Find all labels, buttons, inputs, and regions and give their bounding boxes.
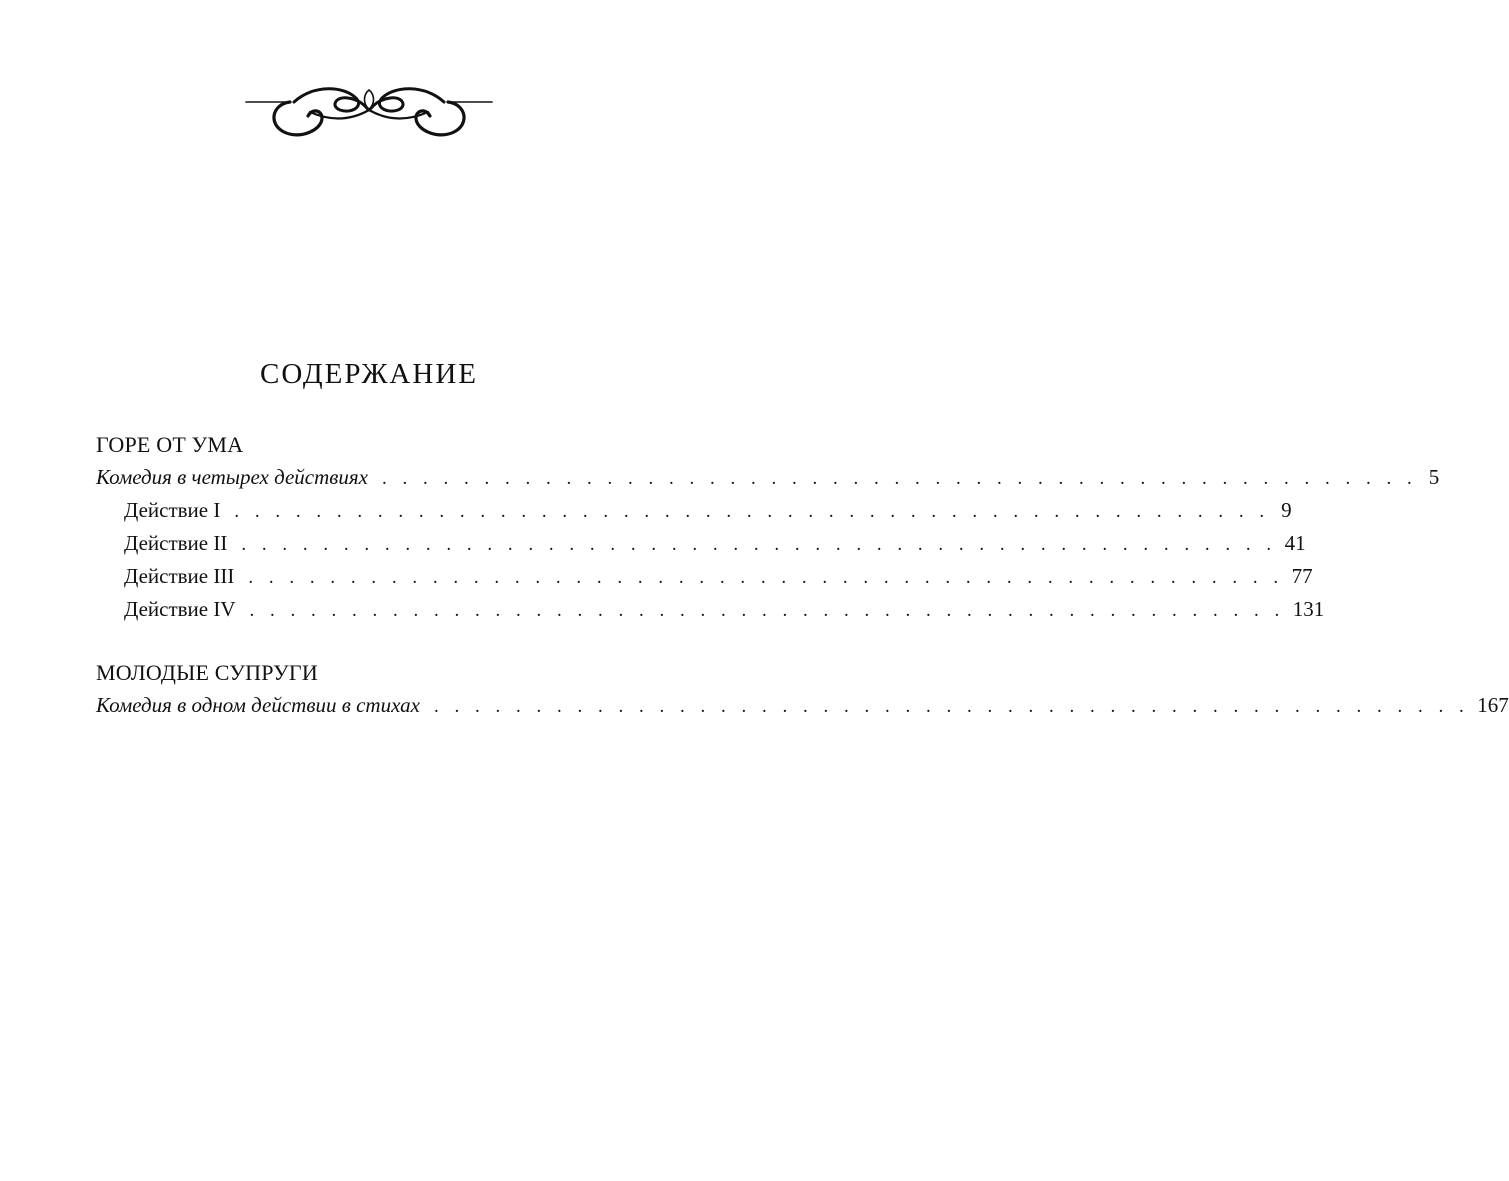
toc-entry-comedy-four-acts[interactable] xyxy=(96,461,1440,494)
page-title: СОДЕРЖАНИЕ xyxy=(260,358,478,390)
page-number: 131 xyxy=(1292,597,1325,621)
toc-section-molodye-suprugi xyxy=(96,656,1509,722)
dot-leader: . . . . . . . . . . . . . . . . . . . . . . . . . . . . . . . . . . . . . . . . . . . . . . . . . . . xyxy=(249,600,1285,621)
entry-label: Действие IV xyxy=(124,597,236,621)
toc-entry-comedy-one-act[interactable] xyxy=(96,689,1509,722)
page-number: 41 xyxy=(1284,531,1306,555)
dot-leader: . . . . . . . . . . . . . . . . . . . . . . . . . . . . . . . . . . . . . . . . . . . . . . . . . . . xyxy=(234,501,1270,522)
page-number: 9 xyxy=(1281,498,1292,522)
entry-label: Действие III xyxy=(124,564,235,588)
toc-entry-act-3[interactable] xyxy=(96,560,1313,593)
entry-label: Действие II xyxy=(124,531,228,555)
dot-leader: . . . . . . . . . . . . . . . . . . . . . . . . . . . . . . . . . . . . . . . . . . . . . . . . . . . xyxy=(248,567,1284,588)
dot-leader: . . . . . . . . . . . . . . . . . . . . . . . . . . . . . . . . . . . . . . . . . . . . . . . . . . . xyxy=(241,534,1277,555)
toc-section-gore-ot-uma xyxy=(96,428,1440,626)
entry-label: Комедия в одном действии в стихах xyxy=(96,693,420,717)
toc-entry-act-2[interactable] xyxy=(96,527,1306,560)
flourish-ornament-icon xyxy=(244,72,494,148)
entry-label: Действие I xyxy=(124,498,221,522)
toc-entry-act-4[interactable] xyxy=(96,593,1325,626)
toc-entry-act-1[interactable] xyxy=(96,494,1292,527)
table-of-contents xyxy=(96,428,1509,752)
page-number: 77 xyxy=(1291,564,1313,588)
page-number: 5 xyxy=(1428,465,1440,489)
section-heading: МОЛОДЫЕ СУПРУГИ xyxy=(96,660,318,685)
dot-leader: . . . . . . . . . . . . . . . . . . . . . . . . . . . . . . . . . . . . . . . . . . . . . . . . . . . xyxy=(382,468,1418,489)
entry-label: Комедия в четырех действиях xyxy=(96,465,368,489)
dot-leader: . . . . . . . . . . . . . . . . . . . . . . . . . . . . . . . . . . . . . . . . . . . . . . . . . . . xyxy=(433,696,1470,717)
page-number: 167 xyxy=(1477,693,1509,717)
section-heading: ГОРЕ ОТ УМА xyxy=(96,432,244,457)
